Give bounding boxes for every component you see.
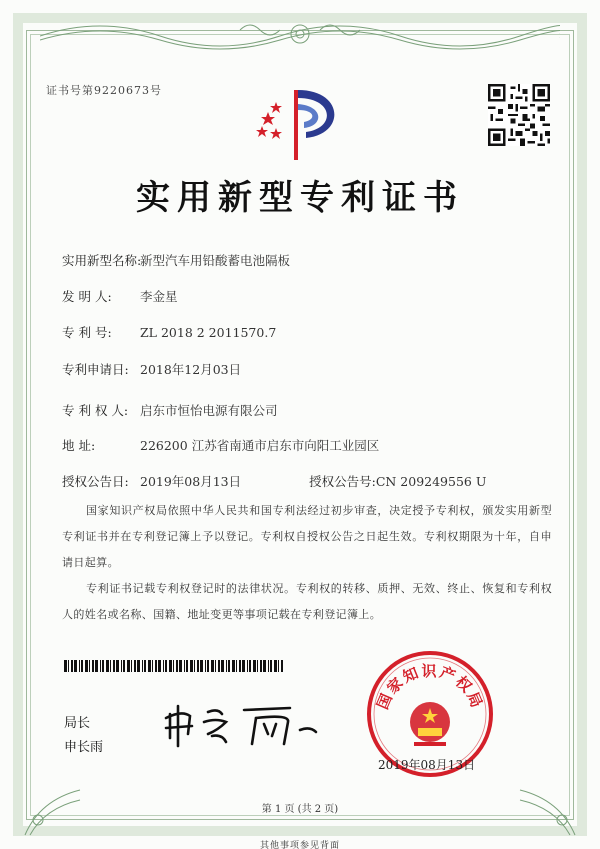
- barcode-bar: [236, 660, 237, 672]
- barcode-bar: [102, 660, 104, 672]
- barcode-bar: [110, 660, 111, 672]
- barcode-bar: [232, 660, 235, 672]
- barcode-bar: [64, 660, 67, 672]
- field-grant: [62, 472, 486, 490]
- field-value: ZL 2018 2 2011570.7: [140, 325, 277, 340]
- barcode-bar: [106, 660, 109, 672]
- barcode-bar: [131, 660, 132, 672]
- director-title: 局长: [64, 716, 91, 731]
- barcode-bar: [92, 660, 94, 672]
- barcode-bar: [194, 660, 195, 672]
- barcode-bar: [228, 660, 230, 672]
- barcode-bar: [152, 660, 153, 672]
- barcode-bar: [100, 660, 101, 672]
- barcode-bar: [242, 660, 245, 672]
- barcode-bar: [169, 660, 172, 672]
- field-label: 实用新型名称:: [62, 253, 142, 268]
- seal-text: 国家知识产权局: [373, 662, 487, 712]
- barcode-bar: [186, 660, 188, 672]
- barcode-bar: [165, 660, 167, 672]
- barcode-bar: [155, 660, 157, 672]
- field-inventor: [62, 287, 178, 305]
- barcode-bar: [85, 660, 88, 672]
- field-label: 发 明 人:: [62, 289, 112, 304]
- field-label: 专 利 号:: [62, 325, 112, 340]
- barcode-bar: [211, 660, 214, 672]
- barcode-bar: [218, 660, 220, 672]
- grant-date-label: 授权公告日:: [62, 474, 129, 489]
- barcode-bar: [113, 660, 115, 672]
- barcode-icon: [64, 660, 284, 672]
- barcode-bar: [123, 660, 125, 672]
- barcode-bar: [121, 660, 122, 672]
- grant-date-value: 2019年08月13日: [140, 474, 242, 489]
- field-patent-number: [62, 323, 276, 341]
- barcode-bar: [239, 660, 241, 672]
- barcode-bar: [144, 660, 146, 672]
- barcode-bar: [270, 660, 272, 672]
- top-ornament: [40, 16, 560, 56]
- barcode-bar: [134, 660, 136, 672]
- footer-note: 其他事项参见背面: [259, 841, 340, 849]
- barcode-bar: [200, 660, 203, 672]
- barcode-bar: [274, 660, 277, 672]
- barcode-bar: [179, 660, 182, 672]
- barcode-bar: [116, 660, 119, 672]
- barcode-bar: [74, 660, 77, 672]
- field-utility-model-name: [62, 251, 290, 269]
- barcode-bar: [148, 660, 151, 672]
- cnipa-logo-icon: [254, 82, 346, 162]
- page-number: 第 1 页 (共 2 页): [261, 804, 339, 815]
- certificate-title: 实用新型专利证书: [136, 178, 464, 218]
- barcode-bar: [190, 660, 193, 672]
- barcode-bar: [257, 660, 258, 672]
- barcode-bar: [207, 660, 209, 672]
- barcode-bar: [142, 660, 143, 672]
- barcode-bar: [158, 660, 161, 672]
- field-value: 启东市恒怡电源有限公司: [140, 403, 278, 418]
- field-application-date: [62, 360, 241, 378]
- handwritten-signature-icon: [160, 700, 320, 748]
- qr-code-icon: [488, 84, 550, 146]
- body-paragraph-2: 专利证书记载专利权登记时的法律状况。专利权的转移、质押、无效、终止、恢复和专利权人的姓名或名称、国籍、地址变更等事项记载在专利登记簿上。: [62, 582, 552, 621]
- barcode-bar: [95, 660, 98, 672]
- barcode-bar: [197, 660, 199, 672]
- body-paragraph-1: 国家知识产权局依照中华人民共和国专利法经过初步审查，决定授予专利权，颁发实用新型专利证书并在专利登记簿上予以登记。专利权自授权公告之日起生效。专利权期限为十年，自申请日起算。: [62, 504, 552, 569]
- barcode-bar: [68, 660, 69, 672]
- barcode-bar: [215, 660, 216, 672]
- barcode-bar: [278, 660, 279, 672]
- field-value: 李金星: [140, 289, 178, 304]
- grant-pubno-label: 授权公告号:: [309, 474, 376, 489]
- barcode-bar: [221, 660, 224, 672]
- barcode-bar: [253, 660, 256, 672]
- field-label: 地 址:: [62, 438, 96, 453]
- barcode-bar: [260, 660, 262, 672]
- field-label: 专 利 权 人:: [62, 403, 129, 418]
- body-paragraphs: [62, 498, 552, 628]
- certificate-number: 证书号第9220673号: [46, 84, 162, 97]
- barcode-bar: [127, 660, 130, 672]
- field-label: 专利申请日:: [62, 362, 129, 377]
- barcode-bar: [226, 660, 227, 672]
- barcode-bar: [176, 660, 178, 672]
- barcode-bar: [247, 660, 248, 672]
- director-name: 申长雨: [64, 740, 104, 755]
- barcode-bar: [184, 660, 185, 672]
- barcode-bar: [281, 660, 283, 672]
- field-patentee: [62, 401, 278, 419]
- barcode-bar: [71, 660, 73, 672]
- barcode-bar: [137, 660, 140, 672]
- barcode-bar: [268, 660, 269, 672]
- field-address: [62, 436, 379, 454]
- field-value: 新型汽车用铅酸蓄电池隔板: [140, 253, 291, 268]
- barcode-bar: [89, 660, 90, 672]
- barcode-bar: [79, 660, 80, 672]
- field-value: 226200 江苏省南通市启东市向阳工业园区: [140, 438, 380, 453]
- barcode-bar: [173, 660, 174, 672]
- barcode-bar: [163, 660, 164, 672]
- barcode-bar: [205, 660, 206, 672]
- grant-pubno-value: CN 209249556 U: [375, 474, 487, 489]
- barcode-bar: [263, 660, 266, 672]
- barcode-bar: [81, 660, 83, 672]
- seal-date: 2019年08月13日: [378, 758, 476, 772]
- field-value: 2018年12月03日: [140, 362, 242, 377]
- barcode-bar: [249, 660, 251, 672]
